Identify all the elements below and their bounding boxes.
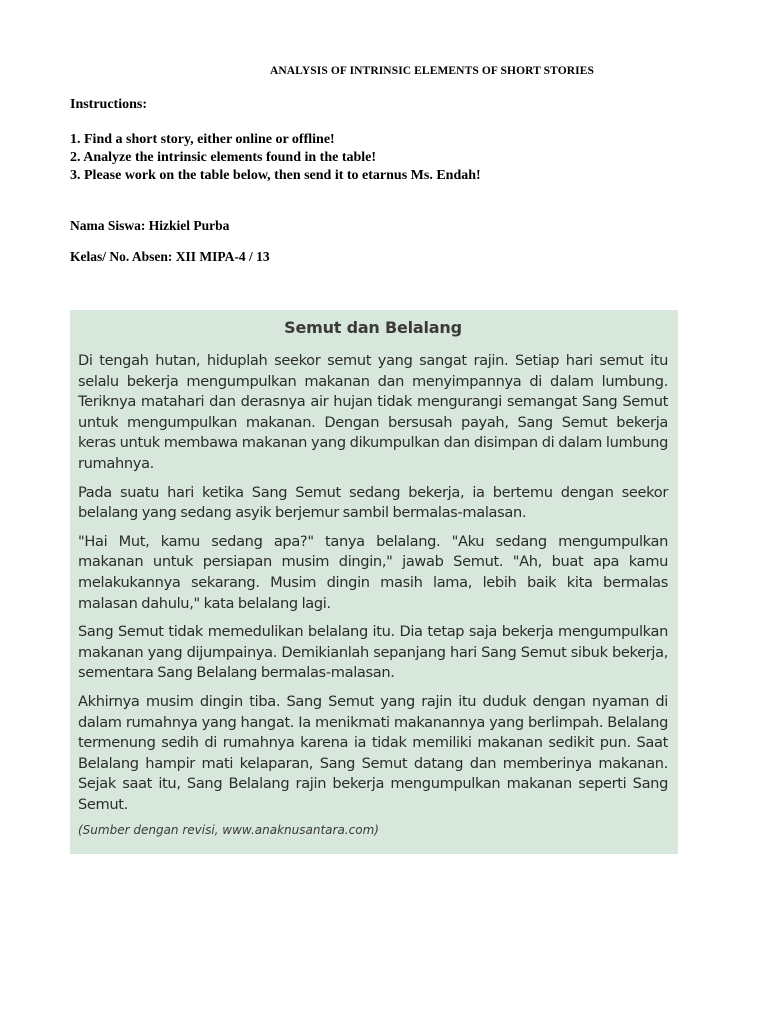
story-paragraph: Di tengah hutan, hiduplah seekor semut yang sangat rajin. Setiap hari semut itu selalu bekerja mengumpulkan makanan dan menyimpannya di dalam lumbung. Teriknya matahari dan derasnya air hujan tidak mengurangi semangat Sang Semut untuk mengumpulkan makanan. Dengan bersusah payah, Sang Semut bekerja keras untuk membawa makanan yang dikumpulkan dan disimpan di dalam lumbung rumahnya. bbox=[78, 352, 668, 472]
story-title: Semut dan Belalang bbox=[284, 318, 462, 337]
story-paragraph: Pada suatu hari ketika Sang Semut sedang bekerja, ia bertemu dengan seekor belalang yang sedang asyik berjemur sambil bermalas-malasan. bbox=[78, 483, 668, 522]
student-class: Kelas/ No. Absen: XII MIPA-4 / 13 bbox=[70, 249, 270, 264]
story-paragraph: Akhirnya musim dingin tiba. Sang Semut yang rajin itu duduk dengan nyaman di dalam rumahnya yang hangat. Ia menikmati makanannya yang berlimpah. Belalang termenung sedih di rumahnya karena ia tidak memiliki makanan sedikit pun. Saat Belalang hampir mati kelaparan, Sang Semut datang dan memberinya makanan. Sejak saat itu, Sang Belalang rajin bekerja mengumpulkan makanan seperti Sang Semut. bbox=[78, 692, 668, 813]
instructions-list bbox=[70, 131, 481, 185]
instructions-heading: Instructions: bbox=[70, 97, 148, 112]
story-source: (Sumber dengan revisi, www.anaknusantara.com) bbox=[78, 823, 379, 838]
story-paragraph: "Hai Mut, kamu sedang apa?" tanya belalang. "Aku sedang mengumpulkan makanan untuk persiapan musim dingin," jawab Semut. "Ah, buat apa kamu melakukannya sekarang. Musim dingin masih lama, lebih baik kita bermalas malasan dahulu," kata belalang lagi. bbox=[78, 532, 668, 612]
instruction-item: 2. Analyze the intrinsic elements found in the table! bbox=[70, 150, 377, 165]
instruction-item: 3. Please work on the table below, then send it to etarnus Ms. Endah! bbox=[70, 168, 481, 183]
instruction-item: 1. Find a short story, either online or offline! bbox=[70, 132, 335, 147]
document-title: ANALYSIS OF INTRINSIC ELEMENTS OF SHORT STORIES bbox=[269, 65, 595, 77]
story-paragraph: Sang Semut tidak memedulikan belalang itu. Dia tetap saja bekerja mengumpulkan makanan yang dijumpainya. Demikianlah sepanjang hari Sang Semut sibuk bekerja, sementara Sang Belalang bermalas-malasan. bbox=[78, 623, 668, 682]
student-name: Nama Siswa: Hizkiel Purba bbox=[70, 218, 230, 233]
story-image bbox=[70, 310, 678, 854]
